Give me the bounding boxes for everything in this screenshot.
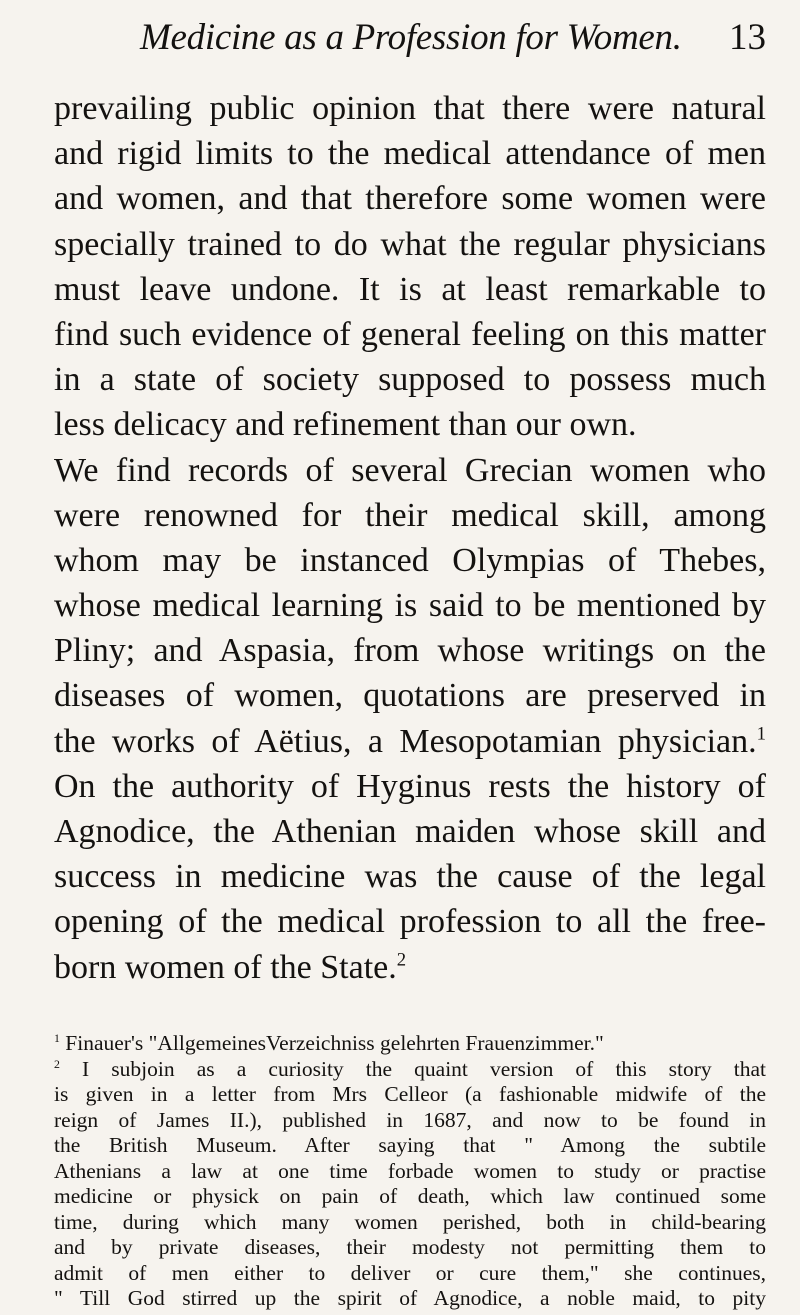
footnote-line: the British Museum. After saying that " Among the subtile bbox=[54, 1133, 766, 1157]
body-line: specially trained to do what the regular physicians bbox=[54, 225, 766, 263]
footnote-line: medicine or physick on pain of death, which law continued some bbox=[54, 1184, 766, 1208]
footnote-line: reign of James II.), published in 1687, and now to be found in bbox=[54, 1107, 766, 1132]
footnote-line: Athenians a law at one time forbade women to study or practise bbox=[54, 1158, 766, 1183]
footnote-line: admit of men either to deliver or cure them," she continues, bbox=[54, 1260, 766, 1285]
body-line: Pliny; and Aspasia, from whose writings on the bbox=[54, 632, 766, 670]
body-line: On the authority of Hyginus rests the history of bbox=[54, 767, 766, 805]
body-line-with-note bbox=[54, 719, 766, 764]
footnote-ref-1: 1 bbox=[756, 723, 766, 745]
page-header bbox=[0, 16, 780, 66]
footnote-2 bbox=[54, 1057, 766, 1083]
body-line: success in medicine was the cause of the legal bbox=[54, 858, 766, 896]
footnote-1 bbox=[54, 1031, 766, 1057]
footnote-line: is given in a letter from Mrs Celleor (a fashionable midwife of the bbox=[54, 1082, 766, 1106]
body-line: and women, and that therefore some women were bbox=[54, 180, 766, 218]
body-line: We find records of several Grecian women who bbox=[54, 451, 766, 489]
body-line-with-note bbox=[54, 945, 766, 990]
body-line: were renowned for their medical skill, among bbox=[54, 496, 766, 534]
body-line: opening of the medical profession to all the free- bbox=[54, 903, 766, 941]
body-line: diseases of women, quotations are preserved in bbox=[54, 677, 766, 715]
body-line: find such evidence of general feeling on this matter bbox=[54, 315, 766, 353]
body-line-text: the works of Aëtius, a Mesopotamian physician. bbox=[54, 722, 757, 760]
body-line: whose medical learning is said to be mentioned by bbox=[54, 587, 766, 625]
body-line: Agnodice, the Athenian maiden whose skill and bbox=[54, 813, 766, 850]
footnote-line: " Till God stirred up the spirit of Agnodice, a noble maid, to pity bbox=[54, 1286, 766, 1310]
page-number: 13 bbox=[729, 17, 766, 58]
body-line: whom may be instanced Olympias of Thebes, bbox=[54, 541, 766, 579]
footnote-text: Finauer's "AllgemeinesVerzeichniss gelehrten Frauenzimmer." bbox=[65, 1031, 604, 1055]
body-line-text: born women of the State. bbox=[54, 948, 397, 986]
footnote-text: I subjoin as a curiosity the quaint version of this story that bbox=[82, 1056, 766, 1081]
footnote-ref-2: 2 bbox=[396, 949, 407, 971]
body-text bbox=[54, 86, 766, 990]
body-line: prevailing public opinion that there were natural bbox=[54, 90, 766, 127]
footnotes bbox=[54, 1031, 766, 1312]
footnote-line: and by private diseases, their modesty not permitting them to bbox=[54, 1235, 766, 1259]
running-title: Medicine as a Profession for Women. bbox=[140, 17, 682, 58]
body-line: must leave undone. It is at least remarkable to bbox=[54, 270, 766, 308]
footnote-line: time, during which many women perished, both in child-bearing bbox=[54, 1209, 766, 1234]
body-line: in a state of society supposed to possess much bbox=[54, 361, 766, 399]
footnote-marker-2: 2 bbox=[54, 1056, 60, 1071]
footnote-marker-1: 1 bbox=[54, 1030, 60, 1045]
body-line: and rigid limits to the medical attendance of men bbox=[54, 135, 766, 173]
body-line: less delicacy and refinement than our own. bbox=[54, 406, 637, 444]
